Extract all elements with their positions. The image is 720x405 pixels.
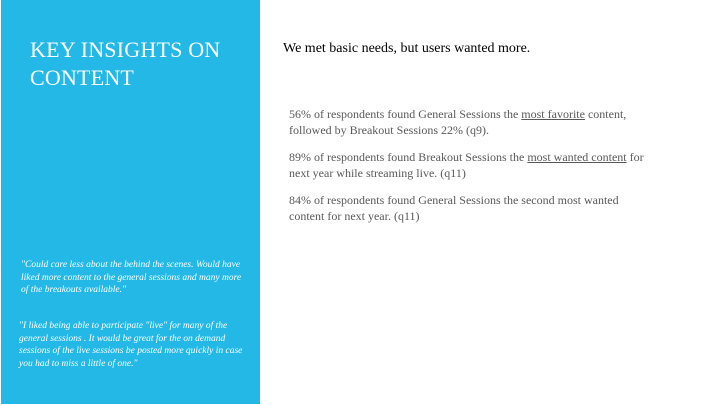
insight-3: 84% of respondents found General Sessions the second most wanted content for next year. (q11) (289, 193, 619, 223)
quote-2: "I liked being able to participate "live" for many of the general sessions . It would be great for the on demand sessions of the live sessions be posted more quickly in case you had to miss a little of one." (19, 321, 243, 370)
headline: We met basic needs, but users wanted more. (283, 41, 531, 56)
insight-1-text-end: content, followed by Breakout Sessions 22% (q9). (289, 107, 627, 137)
insight-2-emphasis: most wanted content (527, 150, 627, 164)
insight-1-emphasis: most favorite (521, 107, 585, 121)
insight-1-text-start: 56% of respondents found General Sessions the (289, 107, 522, 121)
insight-2 (289, 150, 649, 181)
insight-2-text-start: 89% of respondents found Breakout Sessions the (289, 150, 528, 164)
slide-title: KEY INSIGHTS ON CONTENT (30, 37, 221, 90)
quote-1: "Could care less about the behind the scenes. Would have liked more content to the general sessions and many more of the breakouts available." (21, 260, 242, 296)
insight-2-text-end: for next year while streaming live. (q11) (289, 150, 644, 180)
left-panel (1, 0, 260, 404)
insight-1 (289, 107, 649, 138)
